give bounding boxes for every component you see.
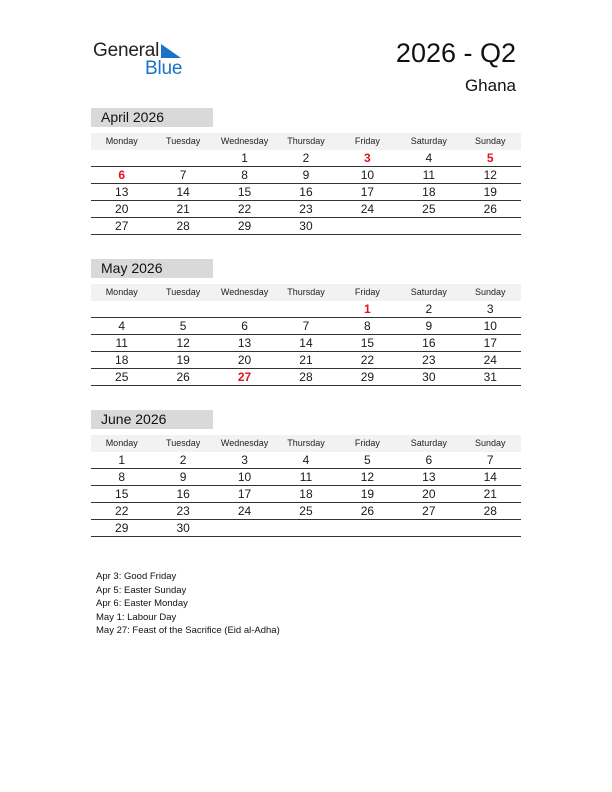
holiday-day-cell: 5 [486,151,494,165]
day-cell: 19 [176,353,190,367]
weekday-label: Sunday [474,136,506,146]
generalblue-logo [93,40,193,80]
page-title: 2026 - Q2 [395,38,516,68]
day-cell: 2 [179,453,187,467]
day-cell: 5 [364,453,371,467]
day-cell: 19 [483,185,497,199]
holiday-notes [96,570,280,638]
weekday-label: Saturday [410,136,447,146]
weekday-label: Monday [105,136,138,146]
day-cell: 8 [118,470,126,484]
holiday-day-cell: 6 [118,168,126,182]
day-cell: 25 [299,504,313,518]
weekday-label: Monday [105,438,138,448]
day-cell: 8 [241,168,248,182]
holiday-day-cell: 3 [364,151,371,165]
day-cell: 22 [237,202,252,216]
weekday-label: Friday [354,287,380,297]
logo-word-general: General [93,40,160,61]
weekday-header-row [91,284,521,301]
day-cell: 25 [422,202,436,216]
day-cell: 9 [302,168,310,182]
week-row [91,369,521,386]
week-row [91,167,521,184]
holiday-day-cell: 1 [364,302,371,316]
day-cell: 14 [299,336,313,350]
day-cell: 2 [302,151,310,165]
day-cell: 8 [364,319,371,333]
day-cell [275,301,336,317]
day-cell: 24 [360,202,375,216]
day-cell [337,218,398,234]
day-cell [214,301,275,317]
day-cell: 18 [299,487,313,501]
day-cell: 23 [299,202,313,216]
day-cell [398,520,459,536]
day-cell [460,520,521,536]
day-cell: 12 [483,168,497,182]
day-cell: 14 [176,185,190,199]
day-cell: 17 [483,336,497,350]
day-cell: 29 [115,521,129,535]
day-cell: 11 [299,470,313,484]
day-cell [91,150,152,166]
day-cell: 28 [176,219,190,233]
weekday-label: Monday [105,287,138,297]
day-cell: 26 [483,202,497,216]
weekday-label: Saturday [410,438,447,448]
day-cell: 10 [360,168,375,182]
day-cell: 25 [115,370,129,384]
week-row [91,218,521,235]
day-cell: 14 [483,470,497,484]
day-cell: 16 [176,487,190,501]
day-cell: 7 [302,319,310,333]
day-cell: 4 [302,453,310,467]
day-cell: 22 [360,353,375,367]
day-cell: 5 [179,319,187,333]
day-cell: 4 [118,319,126,333]
day-cell: 16 [422,336,436,350]
day-cell: 13 [422,470,436,484]
holiday-note: May 27: Feast of the Sacrifice (Eid al-Adha) [96,625,280,636]
day-cell [214,520,275,536]
weekday-label: Tuesday [166,136,201,146]
weekday-label: Tuesday [166,438,201,448]
week-row [91,201,521,218]
day-cell: 26 [176,370,190,384]
day-cell: 10 [237,470,252,484]
day-cell: 29 [237,219,252,233]
day-cell [91,301,152,317]
week-row [91,452,521,469]
weekday-label: Tuesday [166,287,201,297]
week-row [91,150,521,167]
day-cell [152,150,213,166]
day-cell: 3 [241,453,248,467]
day-cell [275,520,336,536]
day-cell: 17 [237,487,252,501]
day-cell [460,218,521,234]
day-cell: 30 [176,521,190,535]
week-row [91,352,521,369]
day-cell: 7 [179,168,187,182]
weekday-label: Wednesday [220,136,269,146]
day-cell: 12 [176,336,190,350]
month-april [91,108,521,235]
day-cell: 21 [176,202,190,216]
day-cell: 7 [486,453,494,467]
day-cell: 29 [360,370,375,384]
day-cell: 19 [360,487,375,501]
day-cell: 1 [118,453,126,467]
weekday-label: Thursday [287,136,325,146]
day-cell: 15 [360,336,375,350]
logo-triangle-icon [161,44,181,58]
day-cell: 9 [179,470,187,484]
day-cell: 18 [422,185,436,199]
day-cell: 11 [422,168,436,182]
week-row [91,520,521,537]
day-cell: 20 [115,202,129,216]
weekday-label: Saturday [410,287,447,297]
week-row [91,318,521,335]
holiday-note: Apr 6: Easter Monday [96,598,188,609]
day-cell: 30 [422,370,436,384]
month-title: June 2026 [91,410,213,429]
day-cell: 17 [360,185,375,199]
holiday-note: May 1: Labour Day [96,611,177,623]
day-cell: 10 [483,319,497,333]
week-row [91,469,521,486]
day-cell: 18 [115,353,129,367]
day-cell: 1 [241,151,248,165]
day-cell: 23 [176,504,190,518]
weekday-label: Friday [354,438,380,448]
day-cell: 30 [299,219,313,233]
week-row [91,184,521,201]
logo-word-blue: Blue [145,58,183,79]
day-cell: 20 [237,353,252,367]
day-cell: 11 [115,336,128,350]
month-june [91,410,521,537]
month-may [91,259,521,386]
weekday-label: Sunday [474,287,506,297]
month-title: April 2026 [91,108,213,127]
day-cell [152,301,213,317]
weekday-label: Wednesday [220,287,269,297]
day-cell: 3 [486,302,494,316]
weekday-label: Thursday [287,287,325,297]
day-cell: 13 [237,336,252,350]
week-row [91,486,521,503]
month-title: May 2026 [91,259,213,278]
day-cell: 24 [237,504,252,518]
day-cell: 12 [360,470,375,484]
day-cell: 9 [425,319,433,333]
day-cell: 15 [237,185,252,199]
day-cell: 21 [483,487,497,501]
day-cell: 28 [299,370,313,384]
day-cell [337,520,398,536]
day-cell: 6 [425,453,433,467]
holiday-note: Apr 3: Good Friday [96,571,177,582]
day-cell: 6 [241,319,248,333]
day-cell: 13 [115,185,129,199]
weekday-label: Wednesday [220,438,269,448]
day-cell: 22 [115,504,129,518]
day-cell [398,218,459,234]
weekday-label: Sunday [474,438,506,448]
day-cell: 26 [360,504,375,518]
day-cell: 27 [422,504,436,518]
weekday-header-row [91,133,521,150]
week-row [91,301,521,318]
weekday-label: Thursday [287,438,325,448]
day-cell: 23 [422,353,436,367]
day-cell: 2 [425,302,433,316]
day-cell: 27 [115,219,129,233]
day-cell: 4 [425,151,433,165]
day-cell: 15 [115,487,129,501]
country-name: Ghana [464,76,516,95]
weekday-label: Friday [354,136,380,146]
holiday-day-cell: 27 [237,370,252,384]
day-cell: 28 [483,504,497,518]
day-cell: 24 [483,353,497,367]
week-row [91,335,521,352]
day-cell: 31 [483,370,497,384]
day-cell: 16 [299,185,313,199]
weekday-header-row [91,435,521,452]
day-cell: 21 [299,353,313,367]
week-row [91,503,521,520]
day-cell: 20 [422,487,436,501]
holiday-note: Apr 5: Easter Sunday [96,584,187,596]
